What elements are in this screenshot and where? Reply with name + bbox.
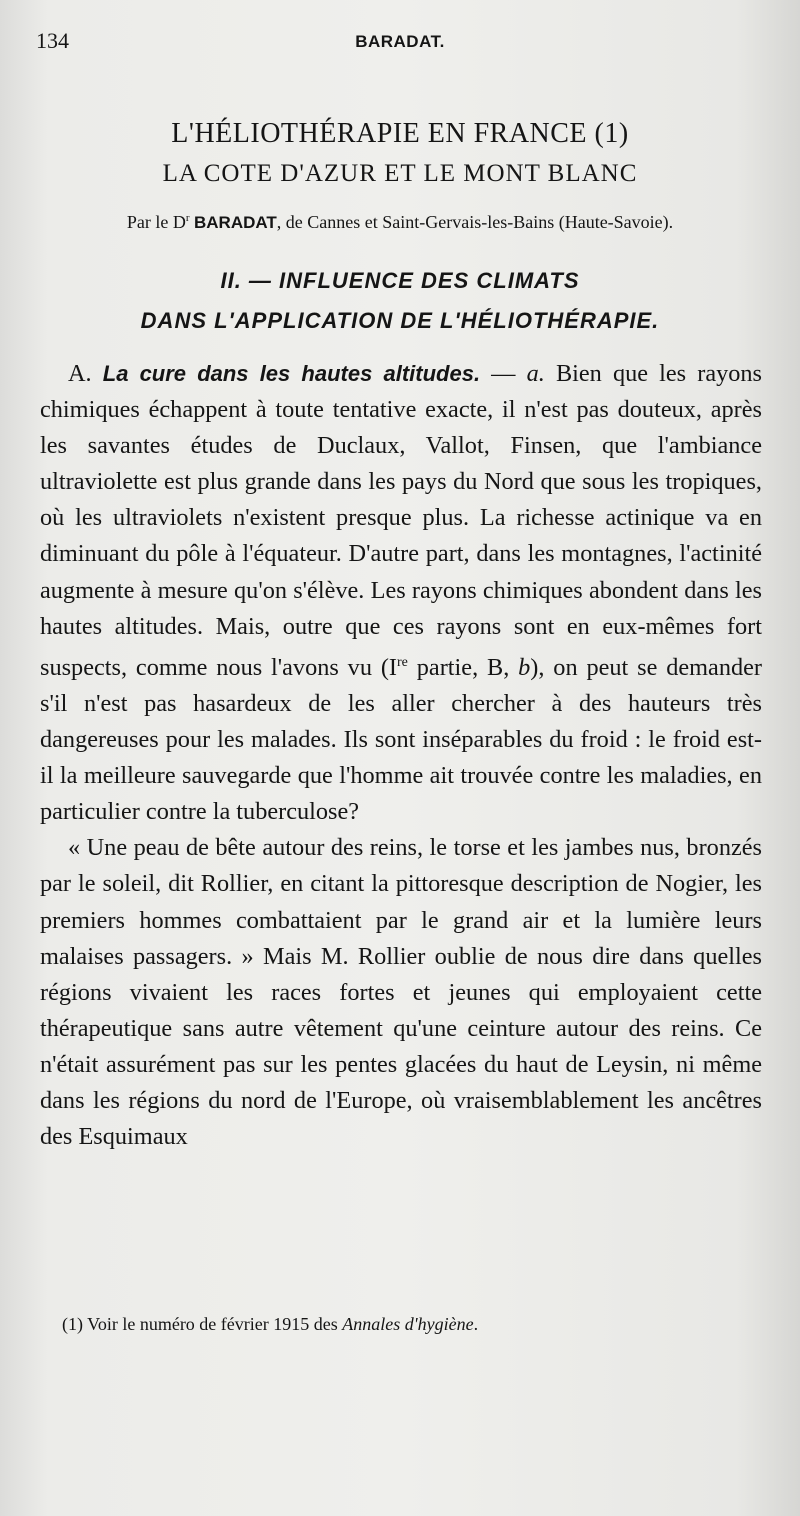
para-sublabel: a. xyxy=(526,360,545,387)
section-heading-continued: DANS L'APPLICATION DE L'HÉLIOTHÉRAPIE. xyxy=(140,308,660,333)
para-lead: La cure dans les hautes altitudes. xyxy=(102,361,481,386)
running-head: BARADAT. xyxy=(355,32,445,51)
section-heading: II. — INFLUENCE DES CLIMATS xyxy=(220,268,580,293)
byline-dr-sup: r xyxy=(185,212,190,224)
footnote-journal: Annales d'hygiène xyxy=(342,1314,474,1334)
article-title: L'HÉLIOTHÉRAPIE EN FRANCE (1) xyxy=(171,118,629,149)
para-label: A. xyxy=(68,360,92,387)
para1-ire-sup: re xyxy=(397,654,408,670)
footnote-text: (1) Voir le numéro de février 1915 des xyxy=(62,1314,343,1334)
paragraph-2: « Une peau de bête autour des reins, le torse et les jambes nus, bronzés par le soleil, dit Rollier, en citant la pittoresque description de Nogier, les premiers hommes combattaient par le grand air et la lumière leurs malaises passagers. » Mais M. Rollier oublie de nous dire dans quelles régions vivaient les races fortes et jeunes qui employaient cette thérapeutique sans autre vêtement qu'une ceinture autour des reins. Ce n'était assurément pas sur les pentes glacées du haut de Leysin, ni même dans les régions du nord de l'Europe, où vraisemblablement les ancêtres des Esquimaux xyxy=(40,834,762,1151)
para-dash: — xyxy=(480,360,527,387)
paragraph-1 xyxy=(40,356,762,830)
byline xyxy=(0,212,800,233)
body-text xyxy=(40,356,762,1155)
para1-text-a: Bien que les rayons chimiques échappent à toute tentative exacte, il n'est pas douteux, après les savantes études de Duclaux, Vallot, Finsen, que l'ambiance ultraviolette est plus grande dans les pays du Nord que sous les tropiques, où les ultraviolets n'existent presque plus. La richesse actinique va en diminuant du pôle à l'équateur. D'autre part, dans les montagnes, l'actinité augmente à mesure qu'on s'élève. Les rayons chimiques abondent dans les hautes altitudes. Mais, outre que ces rayons sont en eux-mêmes fort suspects, comme nous l'avons vu (I xyxy=(40,360,763,681)
para1-b-italic: b xyxy=(518,653,531,681)
footnote-end: . xyxy=(473,1314,479,1334)
para1-text-c: ), on peut se demander s'il n'est pas hasardeux de les aller chercher à des hauteurs très dangereuses pour les malades. Ils sont inséparables du froid : le froid est-il la meilleure sauvegarde que l'homme ait trouvée contre les maladies, en particulier contre la tuberculose? xyxy=(40,653,762,826)
byline-suffix: , de Cannes et Saint-Gervais-les-Bains (Haute-Savoie). xyxy=(276,212,674,232)
page-number: 134 xyxy=(36,28,69,53)
para1-text-b: partie, B, xyxy=(407,653,519,681)
author-name: BARADAT xyxy=(193,213,277,232)
article-subtitle: LA COTE D'AZUR ET LE MONT BLANC xyxy=(162,160,638,187)
page-header xyxy=(36,28,764,58)
byline-prefix: Par le D xyxy=(126,212,186,232)
footnote xyxy=(62,1314,762,1335)
